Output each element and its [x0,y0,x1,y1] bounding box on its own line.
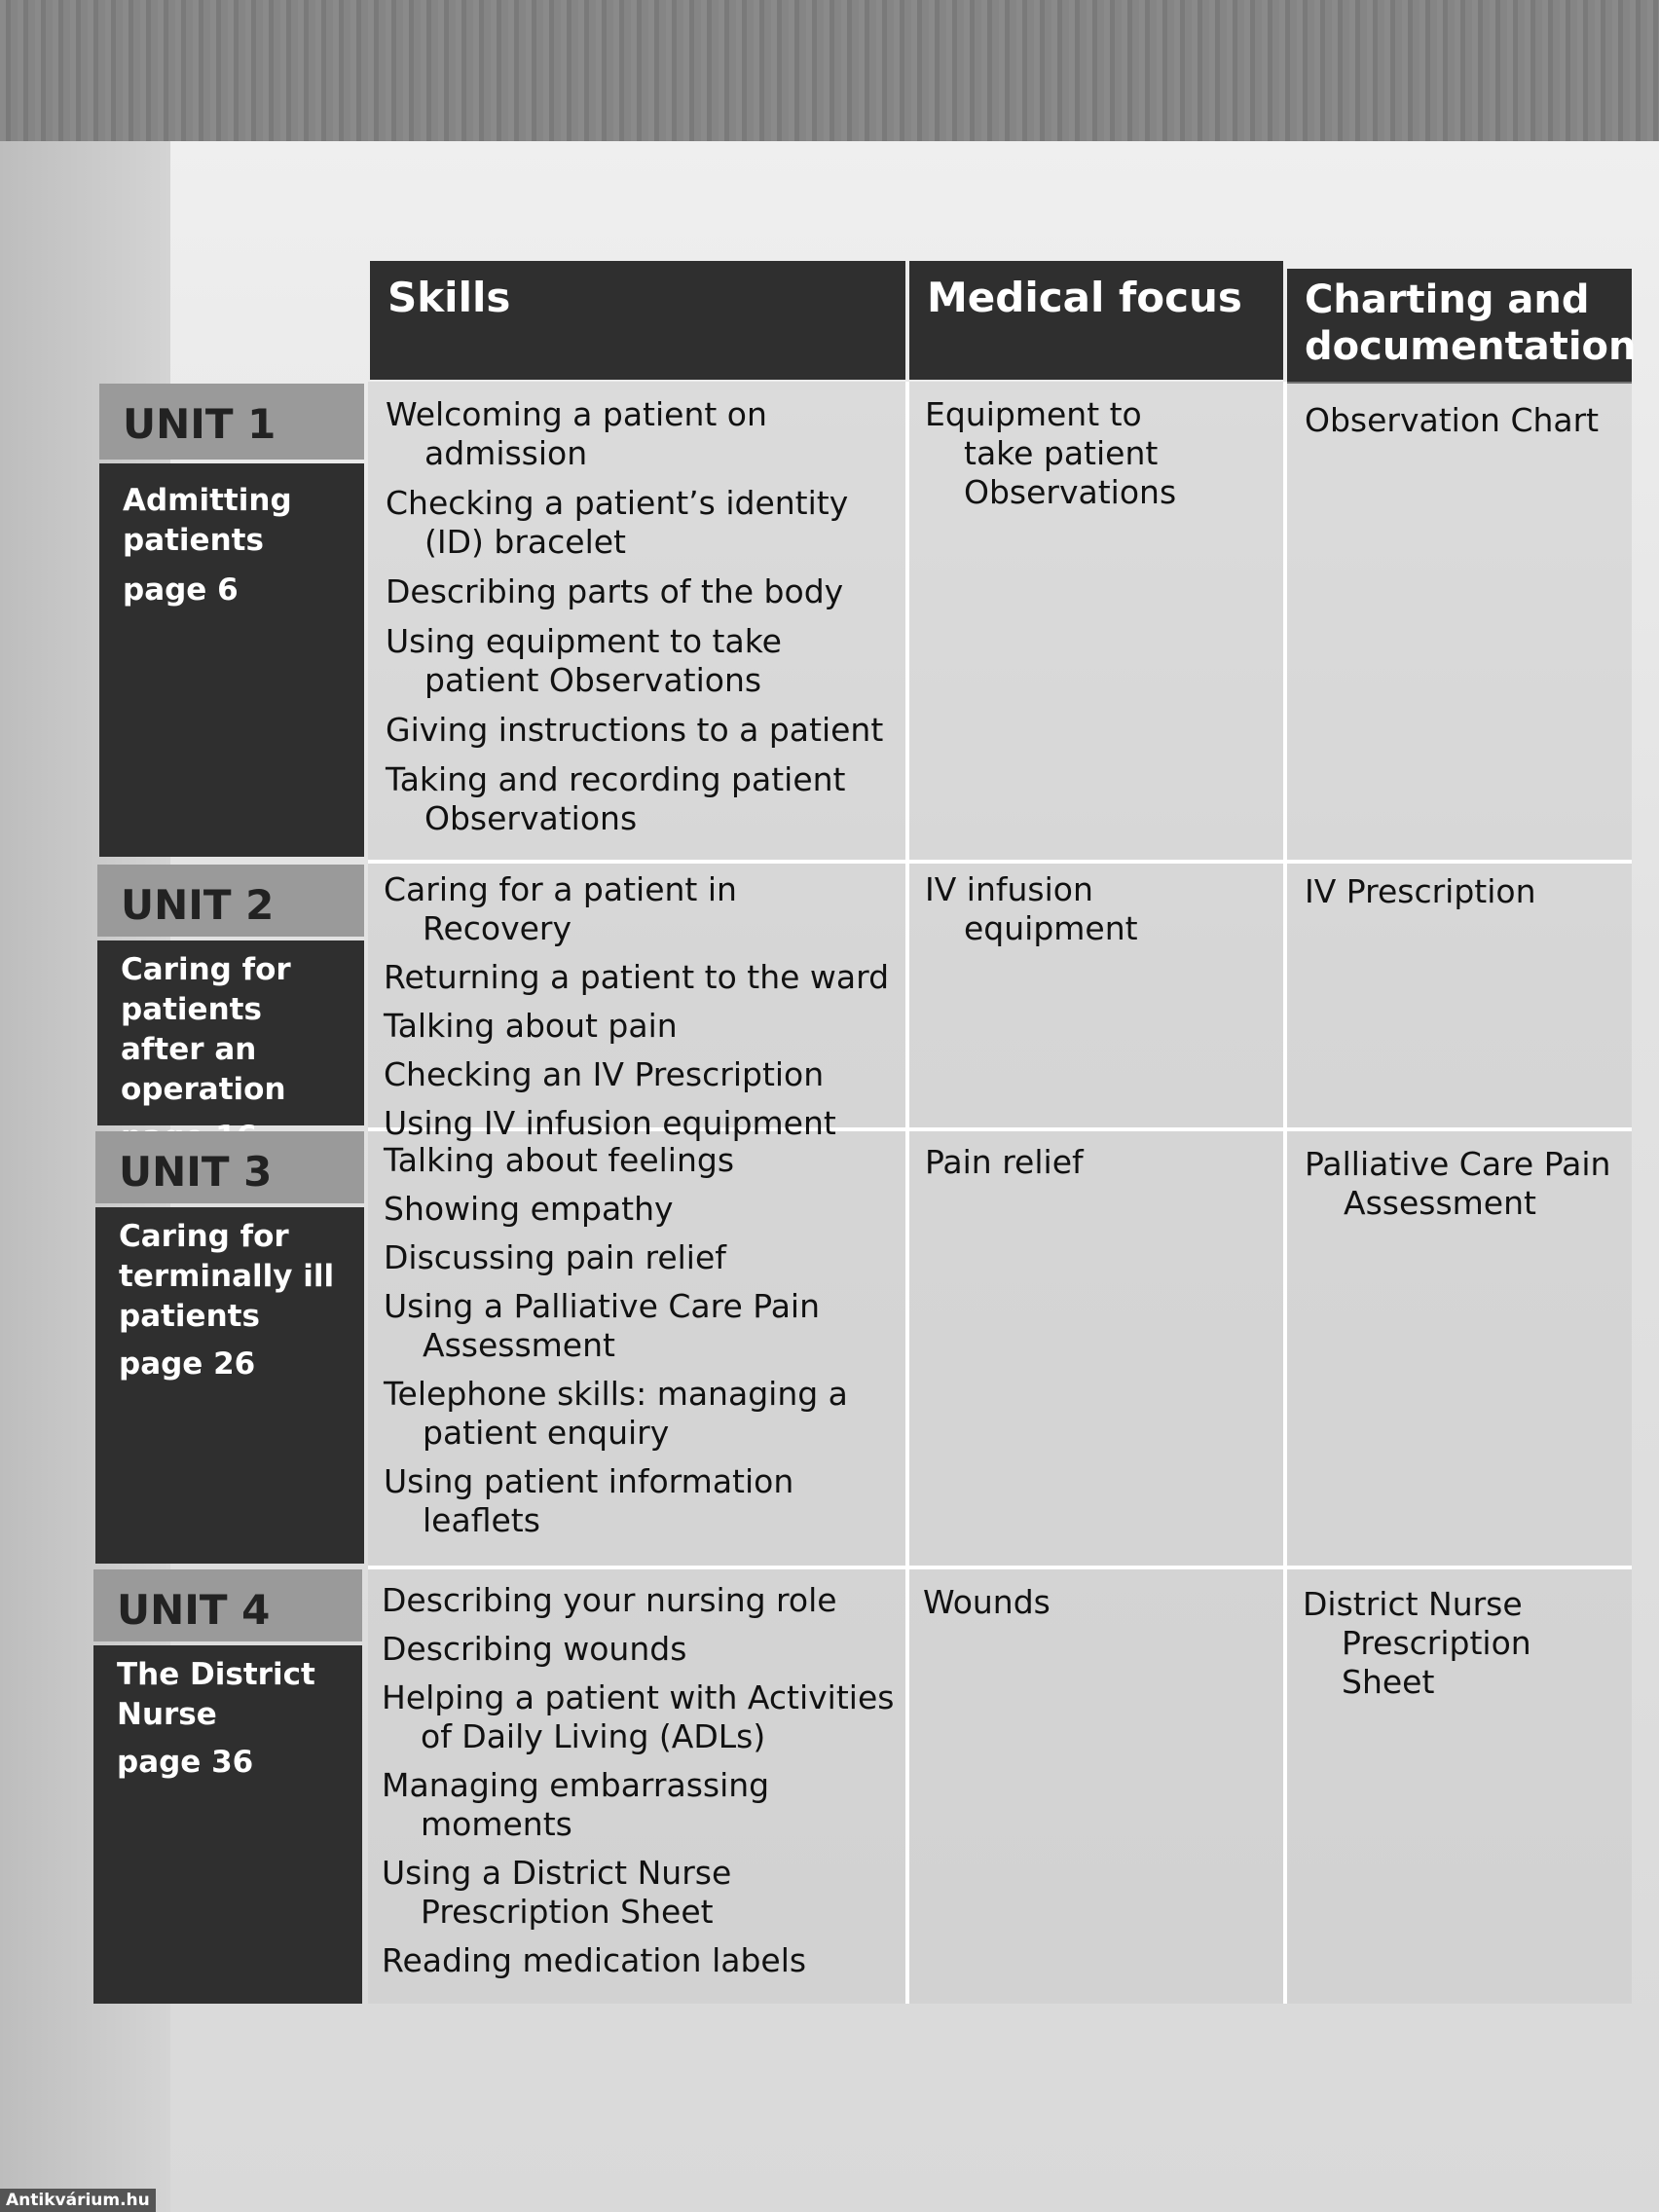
unit-4-medical-focus [923,1583,1273,1633]
unit-4-charting [1303,1585,1630,1713]
skill-item: Telephone skills: managing a patient enquiry [384,1375,848,1452]
skill-item: Welcoming a patient on admission [386,395,767,472]
unit-1-label [99,384,364,460]
unit-1-page: page 6 [123,572,239,608]
skill-item: Checking a patient’s identity (ID) bracelet [386,484,849,561]
medical-focus-text: Equipment to take patient Observations [925,395,1177,511]
medical-focus-text: Pain relief [925,1143,1084,1181]
row-divider [368,1566,1632,1569]
skill-item: Using a District Nurse Prescription Sheet [382,1854,732,1931]
row-divider [368,860,1632,864]
header-charting [1287,269,1637,384]
skill-item: Describing wounds [382,1630,687,1668]
skill-item: Using IV infusion equipment [384,1104,836,1142]
column-divider [905,382,909,2004]
skill-item: Reading medication labels [382,1941,807,1979]
medical-focus-text: Wounds [923,1583,1051,1621]
skill-item: Caring for a patient in Recovery [384,870,737,947]
unit-3-info [95,1207,364,1564]
unit-2-title: Caring for patients after an operation [121,952,291,1107]
unit-4-skills [382,1581,898,1990]
unit-3-title: Caring for terminally ill patients [119,1219,335,1334]
skill-item: Managing embarrassing moments [382,1766,770,1843]
column-divider [1283,382,1287,2004]
unit-1-skills [386,395,892,849]
header-skills-label: Skills [387,274,511,321]
skill-item: Helping a patient with Activities of Daily Living (ADLs) [382,1678,895,1755]
unit-1-label-text: UNIT 1 [123,400,276,448]
skill-item: Using patient information leaflets [384,1462,794,1539]
header-charting-line1: Charting and [1305,277,1590,322]
skill-item: Giving instructions to a patient [386,711,884,749]
unit-3-medical-focus [925,1143,1275,1193]
unit-1-title: Admitting patients [123,483,292,558]
skill-item: Using equipment to take patient Observations [386,622,782,699]
unit-3-skills [384,1141,890,1550]
unit-1-medical-focus [925,395,1217,523]
skill-item: Returning a patient to the ward [384,958,890,996]
header-skills [370,261,905,380]
unit-2-label-text: UNIT 2 [121,881,275,929]
skill-item: Talking about feelings [384,1141,735,1179]
unit-2-info [97,940,364,1125]
unit-3-page: page 26 [119,1346,256,1382]
skill-item: Describing parts of the body [386,572,844,610]
header-medical-focus-label: Medical focus [927,274,1242,321]
unit-1-charting [1305,401,1626,451]
unit-2-medical-focus [925,870,1275,959]
skill-item: Talking about pain [384,1007,678,1045]
charting-text: District Nurse Prescription Sheet [1303,1585,1531,1701]
unit-2-skills [384,870,890,1153]
unit-3-charting [1305,1145,1632,1234]
unit-4-page: page 36 [117,1745,254,1780]
skill-item: Using a Palliative Care Pain Assessment [384,1287,820,1364]
unit-3-label [95,1131,364,1203]
header-medical-focus [909,261,1283,380]
unit-4-title: The District Nurse [117,1657,315,1732]
skill-item: Describing your nursing role [382,1581,837,1619]
header-charting-line2: documentation [1305,324,1637,369]
charting-text: IV Prescription [1305,872,1536,910]
charting-text: Observation Chart [1305,401,1600,439]
unit-1-info [99,463,364,857]
charting-text: Palliative Care Pain Assessment [1305,1145,1611,1222]
background-surface [0,0,1659,146]
skill-item: Taking and recording patient Observations [386,760,846,837]
unit-3-label-text: UNIT 3 [119,1148,273,1196]
unit-2-charting [1305,872,1626,922]
unit-2-label [97,865,364,937]
medical-focus-text: IV infusion equipment [925,870,1138,947]
skill-item: Discussing pain relief [384,1238,726,1276]
unit-4-label [93,1569,362,1641]
unit-4-info [93,1645,362,2004]
watermark-logo: Antikvárium.hu [0,2189,156,2212]
unit-4-label-text: UNIT 4 [117,1586,271,1634]
skill-item: Showing empathy [384,1190,674,1228]
skill-item: Checking an IV Prescription [384,1055,825,1093]
